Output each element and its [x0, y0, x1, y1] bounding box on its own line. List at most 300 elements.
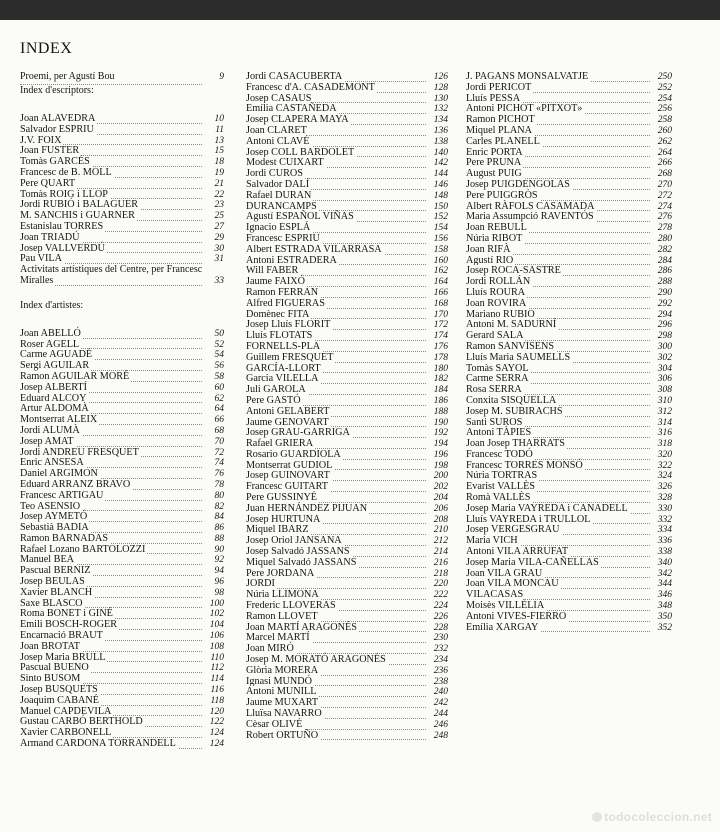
- entry-page-number: 352: [652, 623, 672, 634]
- entry-page-number: 264: [652, 148, 672, 159]
- index-column-2: [246, 72, 448, 741]
- entry-name: Jordi ANDREU FRESQUET: [20, 446, 139, 458]
- entry-page-number: 82: [204, 502, 224, 513]
- entry-page-number: 158: [428, 245, 448, 256]
- entry-name: Eduard ARRANZ BRAVO: [20, 478, 131, 490]
- entry-page-number: 142: [428, 158, 448, 169]
- entry-page-number: 230: [428, 633, 448, 644]
- index-entry: [246, 407, 448, 418]
- entry-page-number: 330: [652, 504, 672, 515]
- entry-page-number: 328: [652, 493, 672, 504]
- entry-page-number: 274: [652, 202, 672, 213]
- entry-name: Tomàs GARCÉS: [20, 156, 90, 168]
- entry-page-number: 308: [652, 385, 672, 396]
- entry-name: Ramon PICHOT: [466, 114, 535, 126]
- index-entry: [246, 245, 448, 256]
- entry-page-number: 86: [204, 523, 224, 534]
- entry-page-number: 238: [428, 677, 448, 688]
- entry-page-number: 152: [428, 212, 448, 223]
- entry-page-number: 250: [652, 72, 672, 83]
- entry-page-number: 296: [652, 320, 672, 331]
- entry-page-number: 126: [428, 72, 448, 83]
- entry-name: Emília XARGAY: [466, 621, 539, 633]
- entry-page-number: 68: [204, 426, 224, 437]
- watermark-text: todocoleccion.net: [604, 810, 712, 824]
- entry-name: Agustí RIO: [466, 254, 514, 266]
- entry-name: Josep Salvadó JASSANS: [246, 546, 350, 558]
- entry-name: Index d'artistes:: [20, 299, 84, 311]
- entry-page-number: 100: [204, 599, 224, 610]
- entry-page-number: 220: [428, 579, 448, 590]
- index-entry: [246, 83, 448, 94]
- spacer: [20, 287, 224, 301]
- entry-name: Jordi CUROS: [246, 168, 303, 180]
- index-entry: [466, 137, 672, 148]
- entry-page-number: 27: [204, 222, 224, 233]
- entry-page-number: 326: [652, 482, 672, 493]
- entry-page-number: 64: [204, 404, 224, 415]
- entry-name: Pere QUART: [20, 177, 76, 189]
- entry-name: Xavier CARBONELL: [20, 727, 112, 739]
- entry-name: Miquel IBARZ: [246, 524, 309, 536]
- entry-name: Roser AGELL: [20, 338, 80, 350]
- entry-name: Tomàs SAYOL: [466, 362, 529, 374]
- entry-name: Francesc de B. MOLL: [20, 166, 112, 178]
- entry-name: Sinto BUSOM: [20, 673, 81, 685]
- entry-name: Joan BROTAT: [20, 640, 81, 652]
- entry-name: Carme SERRA: [466, 373, 529, 385]
- entry-page-number: 200: [428, 471, 448, 482]
- entry-name: Antoni VILA ARRUFAT: [466, 546, 569, 558]
- index-entry: [246, 720, 448, 731]
- page-title: INDEX: [20, 40, 73, 57]
- entry-page-number: 300: [652, 342, 672, 353]
- entry-name: Antoni TÀPIES: [466, 427, 532, 439]
- index-entry: [246, 137, 448, 148]
- section-heading: [20, 72, 224, 86]
- entry-name: Albert ESTRADA VILARRASA: [246, 243, 382, 255]
- entry-name: Joan MARTÍ ARAGONÉS: [246, 621, 357, 633]
- index-entry: [20, 276, 224, 287]
- entry-name: J. PAGANS MONSALVATJE: [466, 71, 589, 82]
- entry-name: Antoni ESTRADERA: [246, 254, 337, 266]
- entry-page-number: 74: [204, 458, 224, 469]
- entry-page-number: 224: [428, 601, 448, 612]
- entry-name: Francesc TODÓ: [466, 448, 533, 460]
- entry-name: Pascual BUENO: [20, 662, 89, 674]
- entry-name: Modest CUIXART: [246, 157, 324, 169]
- entry-page-number: 76: [204, 469, 224, 480]
- entry-name: Estanislau TORRES: [20, 220, 104, 232]
- entry-page-number: 94: [204, 566, 224, 577]
- entry-page-number: 60: [204, 383, 224, 394]
- index-entry: [466, 245, 672, 256]
- entry-page-number: 218: [428, 569, 448, 580]
- entry-page-number: 25: [204, 211, 224, 222]
- entry-name: M. SANCHIS i GUARNER: [20, 210, 135, 222]
- entry-name: Mariano RUBIO: [466, 308, 535, 320]
- entry-name: Josep Maria VAYREDA i CANADELL: [466, 502, 628, 514]
- entry-page-number: 304: [652, 364, 672, 375]
- entry-page-number: 148: [428, 191, 448, 202]
- entry-page-number: 22: [204, 190, 224, 201]
- entry-page-number: 96: [204, 577, 224, 588]
- entry-name: Carme AGUADÉ: [20, 349, 93, 361]
- entry-page-number: 50: [204, 329, 224, 340]
- entry-page-number: 31: [204, 254, 224, 265]
- entry-page-number: 114: [204, 674, 224, 685]
- entry-name: GARCÍA-LLORT: [246, 362, 321, 374]
- entry-page-number: 176: [428, 342, 448, 353]
- entry-page-number: 58: [204, 372, 224, 383]
- entry-name: Josep HURTUNA: [246, 513, 321, 525]
- entry-name: Núria TORTRAS: [466, 470, 538, 482]
- entry-name: Jordi CASACUBERTA: [246, 71, 343, 82]
- entry-name: Antoni CLAVÉ: [246, 135, 310, 147]
- entry-page-number: 342: [652, 569, 672, 580]
- entry-name: Rafael GRIERA: [246, 438, 314, 450]
- entry-name: Francesc ESPRIU: [246, 232, 320, 244]
- entry-page-number: 194: [428, 439, 448, 450]
- spacer: [20, 315, 224, 329]
- entry-page-number: 15: [204, 146, 224, 157]
- entry-name: Activitats artístiques del Centre, per Francesc: [20, 264, 203, 276]
- entry-page-number: 18: [204, 157, 224, 168]
- entry-page-number: 280: [652, 234, 672, 245]
- entry-name: Núria LLIMONA: [246, 589, 319, 601]
- entry-name: Salvador ESPRIU: [20, 123, 94, 135]
- entry-name: Antoni PICHOT «PITXOT»: [466, 103, 583, 115]
- entry-page-number: 298: [652, 331, 672, 342]
- entry-name: Lluís PESSA: [466, 92, 521, 104]
- index-entry: [246, 191, 448, 202]
- index-entry: [20, 437, 224, 448]
- entry-page-number: 70: [204, 437, 224, 448]
- entry-page-number: 226: [428, 612, 448, 623]
- entry-name: Ignacio ESPLÁ: [246, 222, 311, 234]
- entry-page-number: 154: [428, 223, 448, 234]
- entry-name: Joan MIRÓ: [246, 643, 294, 655]
- entry-page-number: 258: [652, 115, 672, 126]
- entry-page-number: 184: [428, 385, 448, 396]
- entry-name: Francesc d'A. CASADEMONT: [246, 81, 375, 93]
- entry-name: Lluís FLOTATS: [246, 330, 313, 342]
- entry-name: Ignasi MUNDÓ: [246, 675, 312, 687]
- entry-name: Enric ANSESA: [20, 457, 84, 469]
- entry-name: Josep VALLVERDÚ: [20, 242, 105, 254]
- entry-name: Joaquim CABANÉ: [20, 694, 99, 706]
- entry-page-number: 88: [204, 534, 224, 545]
- entry-page-number: 162: [428, 266, 448, 277]
- entry-page-number: 208: [428, 515, 448, 526]
- entry-name: Josep AYMETÓ: [20, 511, 88, 523]
- entry-page-number: 108: [204, 642, 224, 653]
- index-column-1: [20, 72, 224, 750]
- entry-page-number: 256: [652, 104, 672, 115]
- entry-page-number: 136: [428, 126, 448, 137]
- entry-name: Frederic LLOVERAS: [246, 600, 336, 612]
- entry-name: August PUIG: [466, 168, 522, 180]
- entry-name: Pere GASTÓ: [246, 394, 301, 406]
- entry-page-number: 278: [652, 223, 672, 234]
- entry-name: Joan ROVIRA: [466, 297, 527, 309]
- index-entry: [20, 125, 224, 136]
- entry-name: Ramon FERRAN: [246, 286, 319, 298]
- entry-page-number: 78: [204, 480, 224, 491]
- entry-name: Salvador DALÍ: [246, 178, 310, 190]
- entry-page-number: 106: [204, 631, 224, 642]
- entry-name: Joan VILA MONCAU: [466, 578, 559, 590]
- entry-name: Joan Josep THARRATS: [466, 438, 565, 450]
- entry-name: Robert ORTUÑO: [246, 729, 319, 741]
- entry-page-number: 72: [204, 448, 224, 459]
- entry-page-number: 336: [652, 536, 672, 547]
- entry-name: Jaume FAIXÓ: [246, 276, 305, 288]
- entry-name: Núria RIBOT: [466, 232, 523, 244]
- entry-name: Enric PORTA: [466, 146, 523, 158]
- entry-page-number: 120: [204, 707, 224, 718]
- entry-page-number: 138: [428, 137, 448, 148]
- index-entry: [246, 731, 448, 742]
- entry-name: Will FABER: [246, 265, 299, 277]
- watermark: [592, 810, 712, 824]
- entry-page-number: 292: [652, 299, 672, 310]
- entry-name: Josep Maria VILA-CAÑELLAS: [466, 556, 599, 568]
- entry-name: Francesc GUITART: [246, 481, 329, 493]
- entry-name: Manuel CAPDEVILA: [20, 705, 112, 717]
- entry-page-number: 246: [428, 720, 448, 731]
- entry-name: Juli GAROLA: [246, 384, 306, 396]
- entry-name: Josep VERGESGRAU: [466, 524, 560, 536]
- entry-name: Pau VILA: [20, 253, 62, 265]
- entry-name: Pere GUSSINYÉ: [246, 492, 318, 504]
- entry-name: Josep GUINOVART: [246, 470, 330, 482]
- entry-page-number: 190: [428, 418, 448, 429]
- entry-page-number: 284: [652, 256, 672, 267]
- entry-page-number: 198: [428, 461, 448, 472]
- index-column-3: [466, 72, 672, 633]
- entry-page-number: 118: [204, 696, 224, 707]
- entry-name: Lluís ROURA: [466, 286, 526, 298]
- entry-name: Joan TRIADÚ: [20, 231, 80, 243]
- entry-name: Emília CASTAÑEDA: [246, 103, 337, 115]
- entry-name: Joan VILA GRAU: [466, 567, 543, 579]
- entry-name: Romà VALLÈS: [466, 492, 531, 504]
- entry-name: Rafael Lozano BARTOLOZZI: [20, 543, 146, 555]
- entry-page-number: 92: [204, 555, 224, 566]
- entry-page-number: 228: [428, 623, 448, 634]
- entry-name: Armand CARDONA TORRANDELL: [20, 738, 176, 750]
- entry-name: Rafael DURAN: [246, 189, 312, 201]
- entry-page-number: 302: [652, 353, 672, 364]
- entry-page-number: 262: [652, 137, 672, 148]
- entry-page-number: 260: [652, 126, 672, 137]
- entry-name: Josep Oriol JANSANA: [246, 535, 342, 547]
- entry-name: Josep COLL BARDOLET: [246, 146, 355, 158]
- entry-name: Gerard SALA: [466, 330, 524, 342]
- entry-name: Josep Lluís FLORIT: [246, 319, 331, 331]
- entry-page-number: 9: [204, 72, 224, 83]
- entry-page-number: 290: [652, 288, 672, 299]
- entry-page-number: 232: [428, 644, 448, 655]
- entry-name: Guillem FRESQUET: [246, 351, 334, 363]
- index-entry: [466, 407, 672, 418]
- entry-name: Proemi, per Agustí Bou: [20, 71, 115, 82]
- entry-name: Sergi AGUILAR: [20, 360, 90, 372]
- entry-page-number: 350: [652, 612, 672, 623]
- entry-page-number: 324: [652, 471, 672, 482]
- entry-name: Maria VICH: [466, 535, 518, 547]
- entry-page-number: 266: [652, 158, 672, 169]
- entry-page-number: 156: [428, 234, 448, 245]
- entry-name: Cèsar OLIVÉ: [246, 718, 303, 730]
- entry-name: Moisès VILLÈLIA: [466, 600, 545, 612]
- entry-page-number: 54: [204, 350, 224, 361]
- entry-name: Jaume MUXART: [246, 697, 319, 709]
- entry-page-number: 186: [428, 396, 448, 407]
- entry-name: J.V. FOIX: [20, 134, 62, 146]
- entry-page-number: 212: [428, 536, 448, 547]
- entry-name: Gustau CARBÓ BERTHOLD: [20, 716, 143, 728]
- entry-page-number: 322: [652, 461, 672, 472]
- entry-name: Santi SUROS: [466, 416, 523, 428]
- entry-name: Emili BOSCH-ROGER: [20, 619, 118, 631]
- entry-page-number: 166: [428, 288, 448, 299]
- index-entry: [466, 299, 672, 310]
- entry-name: Jordi ALUMÀ: [20, 424, 80, 436]
- entry-page-number: 334: [652, 525, 672, 536]
- entry-name: Josep AMAT: [20, 435, 74, 447]
- entry-name: Josep CASAUS: [246, 92, 312, 104]
- entry-page-number: 206: [428, 504, 448, 515]
- entry-page-number: 310: [652, 396, 672, 407]
- index-entry: [20, 179, 224, 190]
- entry-name: Josep BEULAS: [20, 576, 85, 588]
- entry-page-number: 268: [652, 169, 672, 180]
- entry-page-number: 29: [204, 233, 224, 244]
- entry-page-number: 33: [204, 276, 224, 287]
- entry-name: Pere PRUNA: [466, 157, 522, 169]
- entry-name: Conxita SISQUELLA: [466, 394, 557, 406]
- entry-page-number: 254: [652, 94, 672, 105]
- entry-name: Encarnació BRAUT: [20, 630, 103, 642]
- entry-name: Domènec FITA: [246, 308, 310, 320]
- entry-page-number: 122: [204, 717, 224, 728]
- entry-name: Pascual BERNIZ: [20, 565, 91, 577]
- entry-name: Lluïsa NAVARRO: [246, 708, 322, 720]
- entry-page-number: 174: [428, 331, 448, 342]
- entry-page-number: 344: [652, 579, 672, 590]
- entry-name: Jordi PERICOT: [466, 81, 532, 93]
- section-heading: [20, 86, 224, 100]
- entry-page-number: 312: [652, 407, 672, 418]
- entry-name: Lluís Maria SAUMELLS: [466, 351, 571, 363]
- entry-name: Artur ALDOMÀ: [20, 403, 89, 415]
- entry-page-number: 160: [428, 256, 448, 267]
- entry-page-number: 348: [652, 601, 672, 612]
- entry-page-number: 318: [652, 439, 672, 450]
- entry-page-number: 178: [428, 353, 448, 364]
- entry-page-number: 168: [428, 299, 448, 310]
- top-bar: [0, 0, 720, 20]
- entry-page-number: 19: [204, 168, 224, 179]
- index-entry: [466, 623, 672, 634]
- entry-name: VILACASAS: [466, 589, 524, 601]
- entry-page-number: 21: [204, 179, 224, 190]
- entry-name: Ramon AGUILAR MORÉ: [20, 370, 130, 382]
- entry-name: Josep PUIGDENGOLAS: [466, 178, 570, 190]
- index-entry: [246, 353, 448, 364]
- entry-page-number: 242: [428, 698, 448, 709]
- entry-page-number: 316: [652, 428, 672, 439]
- entry-page-number: 52: [204, 340, 224, 351]
- entry-page-number: 56: [204, 361, 224, 372]
- entry-page-number: 204: [428, 493, 448, 504]
- entry-page-number: 180: [428, 364, 448, 375]
- entry-page-number: 144: [428, 169, 448, 180]
- entry-name: Ramon LLOVET: [246, 610, 318, 622]
- entry-name: Francesc ARTIGAU: [20, 489, 104, 501]
- entry-page-number: 236: [428, 666, 448, 677]
- entry-page-number: 320: [652, 450, 672, 461]
- entry-name: Montserrat GUDIOL: [246, 459, 333, 471]
- entry-page-number: 188: [428, 407, 448, 418]
- index-entry: [466, 191, 672, 202]
- entry-name: Josep BUSQUETS: [20, 684, 98, 696]
- entry-name: Joan RIFÀ: [466, 243, 511, 255]
- entry-page-number: 66: [204, 415, 224, 426]
- entry-name: Rosa SERRA: [466, 384, 522, 396]
- entry-name: Francesc TORRES MONSÓ: [466, 459, 583, 471]
- entry-name: Jordi ROLLÁN: [466, 276, 531, 288]
- entry-page-number: 134: [428, 115, 448, 126]
- entry-name: Lluís VAYREDA i TRULLOL: [466, 513, 591, 525]
- entry-page-number: 140: [428, 148, 448, 159]
- entry-name: FORNELLS-PLA: [246, 340, 321, 352]
- entry-page-number: 150: [428, 202, 448, 213]
- entry-name: Roma BONET i GINÉ: [20, 608, 113, 620]
- entry-name: Miquel Salvadó JASSANS: [246, 556, 357, 568]
- entry-page-number: 182: [428, 374, 448, 385]
- entry-page-number: 244: [428, 709, 448, 720]
- entry-page-number: 80: [204, 491, 224, 502]
- entry-name: Rosario GUARDIOLA: [246, 448, 341, 460]
- entry-page-number: 282: [652, 245, 672, 256]
- entry-page-number: 130: [428, 94, 448, 105]
- entry-page-number: 132: [428, 104, 448, 115]
- entry-name: JORDI: [246, 578, 275, 590]
- entry-page-number: 13: [204, 136, 224, 147]
- entry-page-number: 124: [204, 728, 224, 739]
- entry-name: Pere PUIGGRÒS: [466, 189, 538, 201]
- entry-name: Albert RÀFOLS CASAMADA: [466, 200, 595, 212]
- entry-name: Antoni MUNILL: [246, 686, 317, 698]
- entry-name: Miralles: [20, 274, 54, 286]
- entry-name: Agustí ESPAÑOL VIÑAS: [246, 211, 354, 223]
- entry-page-number: 222: [428, 590, 448, 601]
- entry-page-number: 196: [428, 450, 448, 461]
- entry-page-number: 192: [428, 428, 448, 439]
- index-page: [0, 20, 720, 832]
- entry-page-number: 30: [204, 244, 224, 255]
- entry-page-number: 112: [204, 663, 224, 674]
- entry-name: Joan FUSTER: [20, 145, 80, 157]
- entry-page-number: 276: [652, 212, 672, 223]
- entry-page-number: 23: [204, 200, 224, 211]
- index-entry: [20, 739, 224, 750]
- index-entry: [20, 491, 224, 502]
- entry-page-number: 248: [428, 731, 448, 742]
